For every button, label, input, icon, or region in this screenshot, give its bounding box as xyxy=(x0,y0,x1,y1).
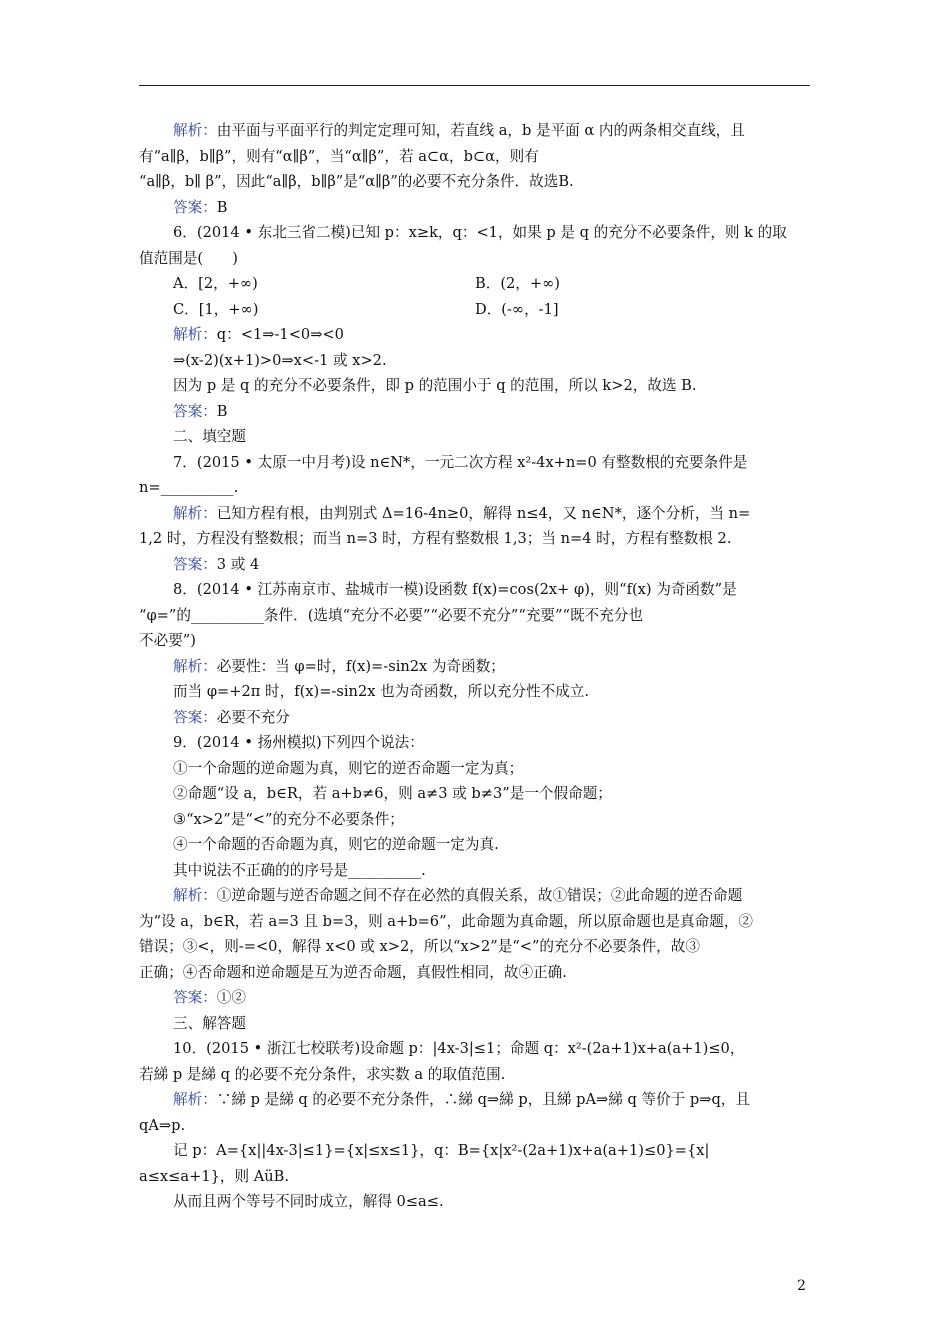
text: ①逆命题与逆否命题之间不存在必然的真假关系，故①错误；②此命题的逆否命题 xyxy=(216,887,743,904)
options-row xyxy=(139,271,810,297)
answer-line xyxy=(139,985,810,1011)
text-line: 有“a∥β，b∥β”，则有“α∥β”，当“α∥β”，若 a⊂α，b⊂α，则有 xyxy=(139,147,539,165)
text-line: 正确；④否命题和逆命题是互为逆否命题，真假性相同，故④正确. xyxy=(139,963,567,981)
text-line: n=__________. xyxy=(139,479,239,496)
answer-label: 答案： xyxy=(173,198,217,216)
page-content xyxy=(139,118,810,1215)
text-line: 1,2 时，方程没有整数根；而当 n=3 时，方程有整数根 1,3；当 n=4 时，方程有整数根 2. xyxy=(139,530,732,547)
text-line: ①一个命题的逆命题为真，则它的逆否命题一定为真； xyxy=(173,759,524,777)
solution-line xyxy=(139,1087,810,1113)
options-row xyxy=(139,297,810,323)
answer-line xyxy=(139,399,810,425)
section-heading: 三、解答题 xyxy=(173,1014,246,1032)
text-line: ⇒(x-2)(x+1)>0⇒x<-1 或 x>2. xyxy=(173,351,387,369)
option-c: C．[1，+∞) xyxy=(173,300,259,318)
text: 已知方程有根，由判别式 Δ=16-4n≥0，解得 n≤4，又 n∈N*，逐个分析，当 n= xyxy=(216,504,751,522)
answer-value: 3 或 4 xyxy=(216,555,260,573)
question-7: 7．(2015 • 太原一中月考)设 n∈N*，一元二次方程 x²-4x+n=0 有整数根的充要条件是 xyxy=(173,453,748,471)
text: 必要性：当 φ=时，f(x)=-sin2x 为奇函数； xyxy=(216,657,505,675)
answer-label: 答案： xyxy=(173,708,217,726)
text-line: 从而且两个等号不同时成立，解得 0≤a≤. xyxy=(173,1193,444,1210)
option-a: A．[2，+∞) xyxy=(173,275,258,292)
solution-label: 解析： xyxy=(173,504,217,522)
solution-label: 解析： xyxy=(173,326,217,343)
text: ∵綈 p 是綈 q 的必要不充分条件，∴綈 q⇒綈 p，且綈 pA⇒綈 q 等价于 p⇒q，且 xyxy=(216,1091,750,1108)
text-line: 错误；③<，则-=<0，解得 x<0 或 x>2，所以“x>2”是“<”的充分不必要条件，故③ xyxy=(139,938,700,955)
text-line: ②命题“设 a，b∈R，若 a+b≠6，则 a≠3 或 b≠3”是一个假命题； xyxy=(173,785,612,802)
solution-label: 解析： xyxy=(173,122,217,139)
text-line: 而当 φ=+2π 时，f(x)=-sin2x 也为奇函数，所以充分性不成立. xyxy=(173,683,590,700)
text-line: ④一个命题的否命题为真，则它的逆命题一定为真. xyxy=(173,836,499,853)
question-10: 10．(2015 • 浙江七校联考)设命题 p：|4x-3|≤1；命题 q：x²-(2a+1)x+a(a+1)≤0， xyxy=(173,1040,745,1057)
answer-line xyxy=(139,705,810,731)
question-9: 9．(2014 • 扬州模拟)下列四个说法： xyxy=(173,734,424,751)
question-6: 6．(2014 • 东北三省二模)已知 p：x≥k，q：<1，如果 p 是 q 的充分不必要条件，则 k 的取 xyxy=(173,224,787,241)
text-line: 因为 p 是 q 的充分不必要条件，即 p 的范围小于 q 的范围，所以 k>2，故选 B. xyxy=(173,377,697,394)
page-number: 2 xyxy=(797,1278,806,1294)
answer-label: 答案： xyxy=(173,402,217,420)
option-b: B．(2，+∞) xyxy=(475,275,560,292)
answer-value: ①② xyxy=(216,989,246,1006)
answer-line xyxy=(139,195,810,221)
text-line: ③“x>2”是“<”的充分不必要条件； xyxy=(173,810,404,828)
solution-label: 解析： xyxy=(173,657,217,675)
solution-label: 解析： xyxy=(173,887,217,904)
solution-line xyxy=(139,883,810,909)
option-d: D．(-∞，-1] xyxy=(475,300,559,318)
header-rule xyxy=(139,85,810,86)
text-line: 不必要”) xyxy=(139,632,196,649)
section-heading: 二、填空题 xyxy=(173,428,246,445)
answer-value: B xyxy=(216,402,228,420)
text: q：<1⇒-1<0⇒<0 xyxy=(216,326,344,343)
text-line: 其中说法不正确的的序号是__________. xyxy=(173,861,426,879)
solution-label: 解析： xyxy=(173,1091,217,1108)
answer-label: 答案： xyxy=(173,555,217,573)
solution-line xyxy=(139,501,810,527)
solution-line xyxy=(139,654,810,680)
solution-line xyxy=(139,322,810,348)
text: 由平面与平面平行的判定定理可知，若直线 a，b 是平面 α 内的两条相交直线，且 xyxy=(216,122,745,139)
text-line: qA⇒p. xyxy=(139,1116,186,1134)
answer-label: 答案： xyxy=(173,989,217,1006)
text-line: 记 p：A={x||4x-3|≤1}={x|≤x≤1}，q：B={x|x²-(2a+1)x+a(a+1)≤0}={x| xyxy=(173,1142,710,1159)
text-line: “a∥β，b∥ β”，因此“a∥β，b∥β”是“α∥β”的必要不充分条件．故选B. xyxy=(139,173,574,190)
text-line: 值范围是( ) xyxy=(139,249,238,267)
answer-value: B xyxy=(216,198,228,216)
text-line: “φ=”的__________条件．(选填“充分不必要”“必要不充分”“充要”“既不充分也 xyxy=(139,606,643,624)
solution-line xyxy=(139,118,810,144)
text-line: a≤x≤a+1}，则 AüB. xyxy=(139,1167,290,1185)
answer-value: 必要不充分 xyxy=(216,708,290,726)
question-8: 8．(2014 • 江苏南京市、盐城市一模)设函数 f(x)=cos(2x+ φ)，则“f(x) 为奇函数”是 xyxy=(173,581,737,598)
text-line: 若綈 p 是綈 q 的必要不充分条件，求实数 a 的取值范围. xyxy=(139,1065,506,1083)
text-line: 为“设 a，b∈R，若 a=3 且 b=3，则 a+b=6”，此命题为真命题，所以原命题也是真命题，② xyxy=(139,912,754,930)
answer-line xyxy=(139,552,810,578)
